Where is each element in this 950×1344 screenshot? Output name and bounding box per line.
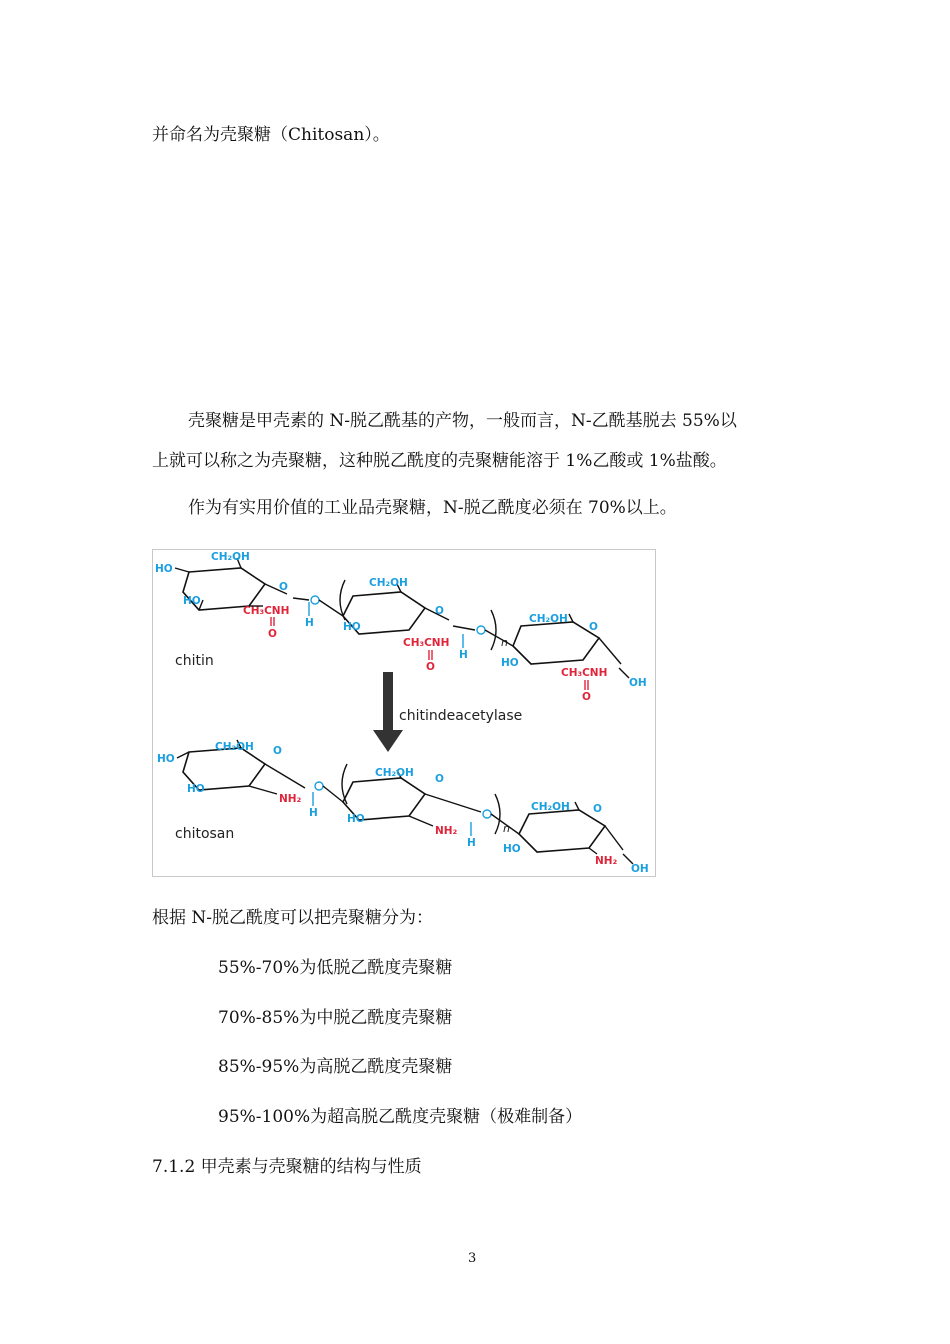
ho-6: HO (503, 843, 521, 855)
ring-o-2: O (435, 605, 444, 617)
list-item: 55%-70%为低脱乙酰度壳聚糖 (218, 958, 453, 978)
nh2-2: NH₂ (435, 825, 458, 837)
paragraph-1-line-1: 壳聚糖是甲壳素的 N-脱乙酰基的产物，一般而言，N-乙酰基脱去 55%以 (188, 411, 737, 431)
chitin-deacetylation-figure (152, 549, 656, 877)
paragraph-1-line-2: 上就可以称之为壳聚糖，这种脱乙酰度的壳聚糖能溶于 1%乙酸或 1%盐酸。 (152, 451, 727, 471)
n-subscript-1: n (501, 636, 508, 649)
page-number: 3 (468, 1251, 477, 1266)
ho-3: HO (501, 657, 519, 669)
list-item: 85%-95%为高脱乙酰度壳聚糖 (218, 1057, 453, 1077)
ch2oh-3: CH₂OH (529, 613, 568, 625)
ch2oh-5: CH₂OH (375, 767, 414, 779)
oh-chitosan: OH (631, 863, 649, 875)
oh-chitin: OH (629, 677, 647, 689)
enzyme-label: chitindeacetylase (399, 708, 523, 724)
h-2: H (459, 649, 468, 661)
ho-1b: HO (183, 595, 201, 607)
ring-o-3: O (589, 621, 598, 633)
n-subscript-2: n (503, 822, 510, 835)
ring-o-4: O (273, 745, 282, 757)
ring-o-6: O (593, 803, 602, 815)
text-line-1: 并命名为壳聚糖（Chitosan）。 (152, 125, 390, 145)
ch2oh-2: CH₂OH (369, 577, 408, 589)
list-item: 70%-85%为中脱乙酰度壳聚糖 (218, 1008, 453, 1028)
carbonyl-o-3: O (582, 691, 591, 703)
paragraph-3: 根据 N-脱乙酰度可以把壳聚糖分为： (152, 908, 434, 928)
carbonyl-o-1: O (268, 628, 277, 640)
ring-o-1: O (279, 581, 288, 593)
ch2oh-6: CH₂OH (531, 801, 570, 813)
ho-4b: HO (187, 783, 205, 795)
list-item: 95%-100%为超高脱乙酰度壳聚糖（极难制备） (218, 1107, 583, 1127)
ho-2: HO (343, 621, 361, 633)
paragraph-2: 作为有实用价值的工业品壳聚糖，N-脱乙酰度必须在 70%以上。 (188, 498, 677, 518)
carbonyl-o-2: O (426, 661, 435, 673)
ring-o-5: O (435, 773, 444, 785)
h-4: H (467, 837, 476, 849)
nh2-3: NH₂ (595, 855, 618, 867)
ch3cnh-1: CH₃CNH (243, 605, 290, 617)
h-3: H (309, 807, 318, 819)
h-1: H (305, 617, 314, 629)
ho-5: HO (347, 813, 365, 825)
chitin-label: chitin (175, 653, 214, 669)
ch2oh-1: CH₂OH (211, 551, 250, 563)
nh2-1: NH₂ (279, 793, 302, 805)
chitin-structure (155, 551, 647, 703)
section-heading: 7.1.2 甲壳素与壳聚糖的结构与性质 (152, 1157, 422, 1177)
chitosan-label: chitosan (175, 826, 235, 842)
ch3cnh-2: CH₃CNH (403, 637, 450, 649)
ch3cnh-3: CH₃CNH (561, 667, 608, 679)
ch2oh-4: CH₂OH (215, 741, 254, 753)
ho-4a: HO (157, 753, 175, 765)
chitosan-structure (157, 740, 649, 875)
ho-1a: HO (155, 563, 173, 575)
